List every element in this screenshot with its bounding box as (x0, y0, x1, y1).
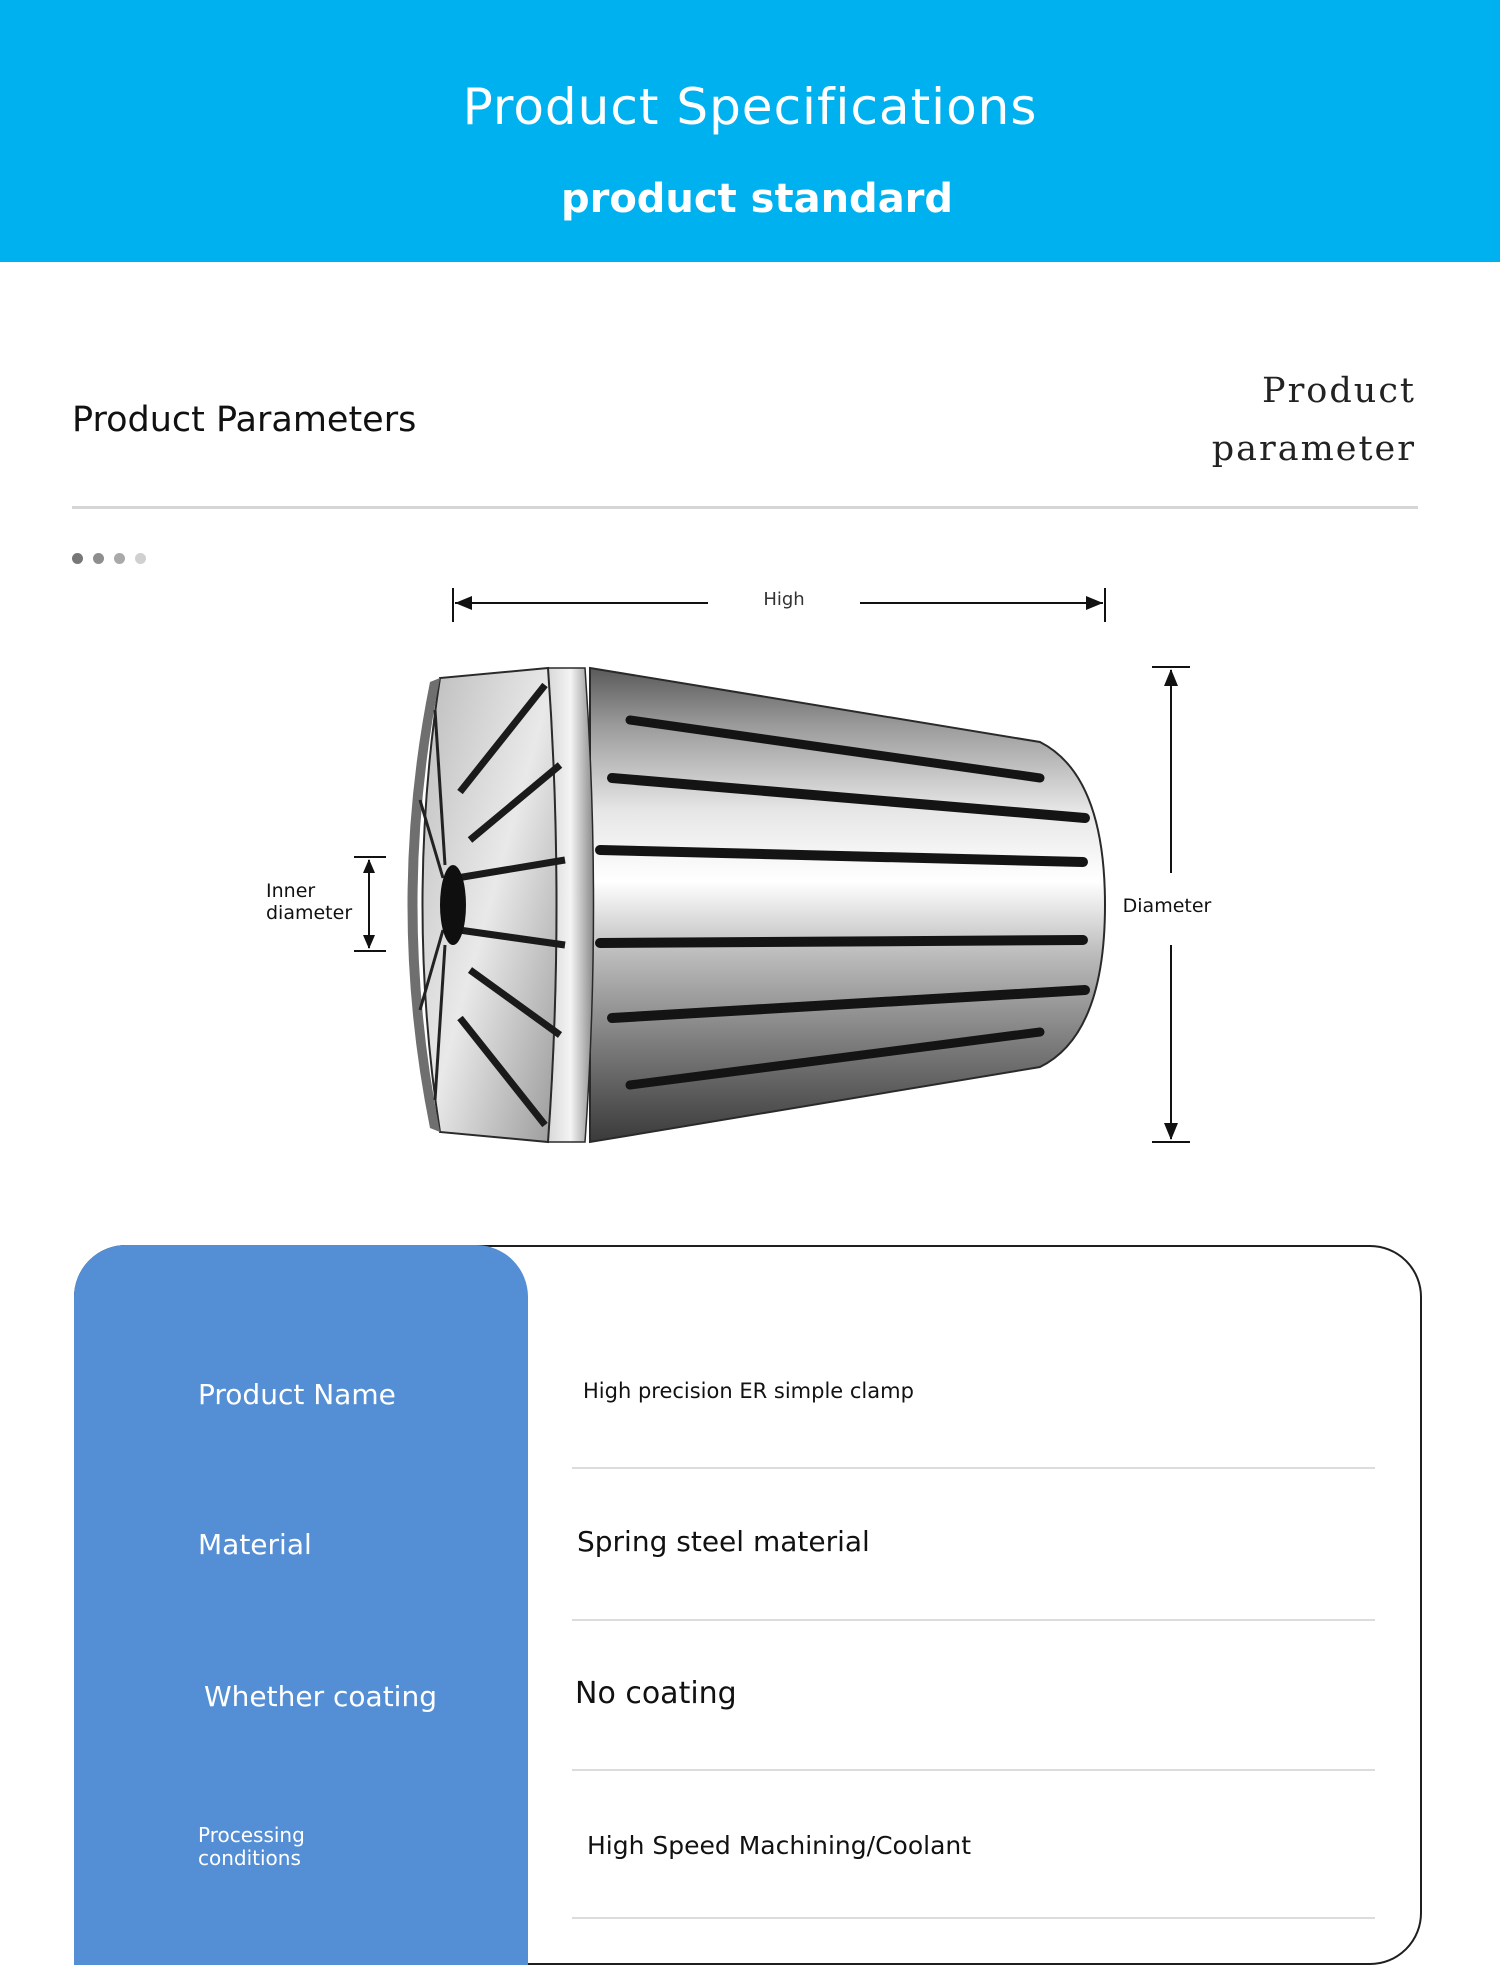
row-label-material: Material (198, 1528, 312, 1561)
label-diameter: Diameter (1122, 895, 1212, 917)
label-inner-1: Inner (266, 880, 316, 902)
row-label-processing-line1: Processing (198, 1823, 305, 1847)
section-title-en-line1: Product (1262, 371, 1416, 411)
row-value-material: Spring steel material (577, 1525, 870, 1558)
collet-diagram (0, 560, 1500, 1180)
section-divider (72, 506, 1418, 509)
row-value-processing: High Speed Machining/Coolant (587, 1831, 972, 1860)
row-label-product-name: Product Name (198, 1378, 396, 1411)
row-value-coating: No coating (575, 1676, 737, 1711)
row-divider-2 (572, 1619, 1375, 1621)
diameter-dimension (1123, 667, 1212, 1142)
banner-title: Product Specifications (462, 78, 1038, 136)
section-title-en-line2: parameter (1211, 429, 1416, 469)
row-label-coating: Whether coating (204, 1680, 437, 1713)
row-value-product-name: High precision ER simple clamp (583, 1379, 914, 1403)
row-divider-4 (572, 1917, 1375, 1919)
banner-subtitle: product standard (560, 176, 954, 222)
label-high: High (763, 589, 805, 610)
section-title: Product Parameters (72, 400, 417, 440)
high-dimension (453, 588, 1105, 622)
header-banner (0, 0, 1500, 262)
inner-diameter-dimension (266, 857, 386, 951)
collet-image (408, 668, 1106, 1142)
label-inner-2: diameter (266, 902, 353, 924)
row-label-processing (198, 1824, 305, 1870)
row-divider-1 (572, 1467, 1375, 1469)
row-label-processing-line2: conditions (198, 1846, 301, 1870)
section-title-en (1212, 362, 1416, 478)
row-divider-3 (572, 1769, 1375, 1771)
